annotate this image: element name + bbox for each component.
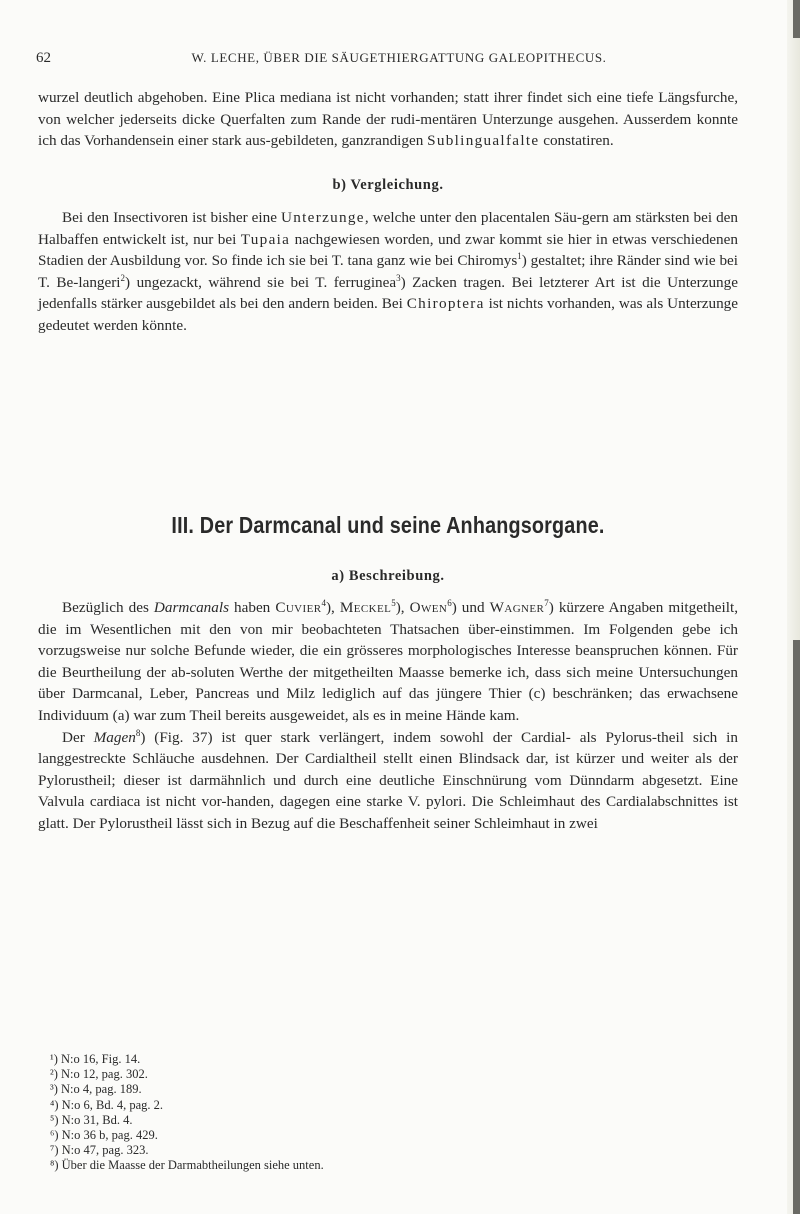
- heading-vergleichung: b) Vergleichung.: [332, 177, 444, 193]
- text: , welche unter den placentalen Säu-gern am stärksten bei den Halbaffen entwickelt ist,: [38, 209, 738, 248]
- paragraph-2: [38, 207, 738, 337]
- text: ) Zacken tragen. Bei letzterer Art ist die Unterzunge jedenfalls stärker ausgebildet als bei den andern beiden. Bei: [38, 273, 738, 313]
- text: Der: [62, 728, 94, 746]
- term-magen: Magen: [93, 728, 136, 746]
- footnote-ref[interactable]: 7: [544, 597, 549, 608]
- author-name: Wagner: [489, 599, 545, 616]
- running-header: [36, 50, 738, 72]
- author-name: Meckel: [339, 599, 392, 616]
- text: ),: [395, 599, 410, 616]
- paragraph-3: [38, 597, 738, 835]
- binding-shadow: [793, 640, 800, 1214]
- author-name: Owen: [409, 599, 448, 616]
- footnote-ref[interactable]: 8: [135, 727, 141, 738]
- footnote: ³) N:o 4, pag. 189.: [50, 1082, 142, 1097]
- paragraph-1: [38, 87, 738, 152]
- footnote-ref[interactable]: 6: [447, 597, 452, 608]
- text: nur bei: [188, 230, 241, 248]
- term-tupaia: Tupaia: [240, 230, 291, 248]
- page-number: 62: [36, 50, 51, 66]
- footnote: ⁷) N:o 47, pag. 323.: [50, 1143, 149, 1158]
- running-title: W. LECHE, ÜBER DIE SÄUGETHIERGATTUNG GALEOPITHECUS.: [191, 50, 607, 65]
- text: ist nichts vorhanden, was als Unterzunge gedeutet werden könnte.: [38, 295, 739, 334]
- text: nachgewiesen worden, und zwar kommt sie hier in etwas verschiedenen Stadien der Ausbildung vor. So finde ich sie bei T. tana ganz wie bei Chiromys: [38, 230, 738, 270]
- term-chiroptera: Chiroptera: [406, 295, 485, 313]
- footnote-ref[interactable]: 3: [396, 272, 401, 283]
- text: ) kürzere Angaben mitgetheilt, die im Wesentlichen mit den von mir beobachteten Thatsachen über-einstimmen. Im Folgenden gebe ich vorzugsweise nur solche Befunde wieder, die ein grösseres morphologisches Interesse beanspruchen können. Für die Beurtheilung der ab-soluten Werthe der mitgetheilten Maasse bemerke ich, dass sich meine Untersuchungen über Darmcanal, Leber, Pancreas und Milz lediglich auf das jüngere Thier (c) beschränken; das erwachsene Individuum (a) war zum Theil bereits ausgeweidet, als es in meine Hände kam.: [38, 599, 738, 724]
- footnote-ref[interactable]: 4: [321, 597, 326, 608]
- term-unterzunge: Unterzunge: [281, 209, 365, 226]
- footnote: ¹) N:o 16, Fig. 14.: [50, 1052, 141, 1066]
- footnote: ⁵) N:o 31, Bd. 4.: [50, 1112, 133, 1127]
- text: ) gestaltet; ihre Ränder sind wie bei T. Be-langeri: [38, 252, 738, 291]
- text: ) und: [451, 599, 490, 616]
- footnote: ⁶) N:o 36 b, pag. 429.: [50, 1128, 158, 1143]
- text: ) ungezackt, während sie bei T. ferruginea: [125, 273, 397, 291]
- footnote: ⁴) N:o 6, Bd. 4, pag. 2.: [50, 1097, 164, 1112]
- binding-shadow: [793, 0, 800, 38]
- text: Bezüglich des: [62, 599, 154, 616]
- footnote: ⁸) Über die Maasse der Darmabtheilungen siehe unten.: [50, 1158, 324, 1173]
- section-heading: III. Der Darmcanal und seine Anhangsorgane.: [171, 512, 605, 538]
- footnote-ref[interactable]: 1: [517, 251, 522, 262]
- text: constatiren.: [539, 132, 614, 150]
- text: Bei den Insectivoren ist bisher eine: [62, 209, 281, 226]
- text: haben: [228, 599, 276, 616]
- footnote: ²) N:o 12, pag. 302.: [50, 1067, 148, 1082]
- text: ),: [325, 599, 340, 616]
- term-darmcanals: Darmcanals: [153, 599, 229, 616]
- footnote-ref[interactable]: 2: [120, 272, 126, 283]
- author-name: Cuvier: [275, 599, 322, 616]
- footnotes: [50, 1052, 324, 1174]
- text: wurzel deutlich abgehoben. Eine Plica mediana ist nicht vorhanden; statt ihrer findet sich eine tiefe Längsfurche, von welcher jederseits dicke Querfalten zum Rande der rudi-mentären Unterzunge ausgehen. Ausserdem konnte ich das Vorhandensein einer stark aus-gebildeten, ganzrandigen: [38, 89, 738, 150]
- text: ) (Fig. 37) ist quer stark verlängert, indem sowohl der Cardial- als Pylorus-theil sich in langgestreckte Schläuche ausdehnen. Der Cardialtheil stellt einen Blindsack dar, ist kürzer und weiter als der Pylorustheil; dieser ist darmähnlich und durch eine deutliche Einschnürung vom Dünndarm abgesetzt. Eine Valvula cardiaca ist nicht vor-handen, dagegen eine starke V. pylori. Die Schleimhaut des Cardialabschnittes ist glatt. Der Pylorustheil lässt sich in Bezug auf die Beschaffenheit seiner Schleimhaut in zwei: [38, 728, 738, 832]
- heading-beschreibung: a) Beschreibung.: [331, 568, 445, 584]
- footnote-ref[interactable]: 5: [391, 597, 396, 608]
- term-sublingualfalte: Sublingualfalte: [427, 132, 540, 150]
